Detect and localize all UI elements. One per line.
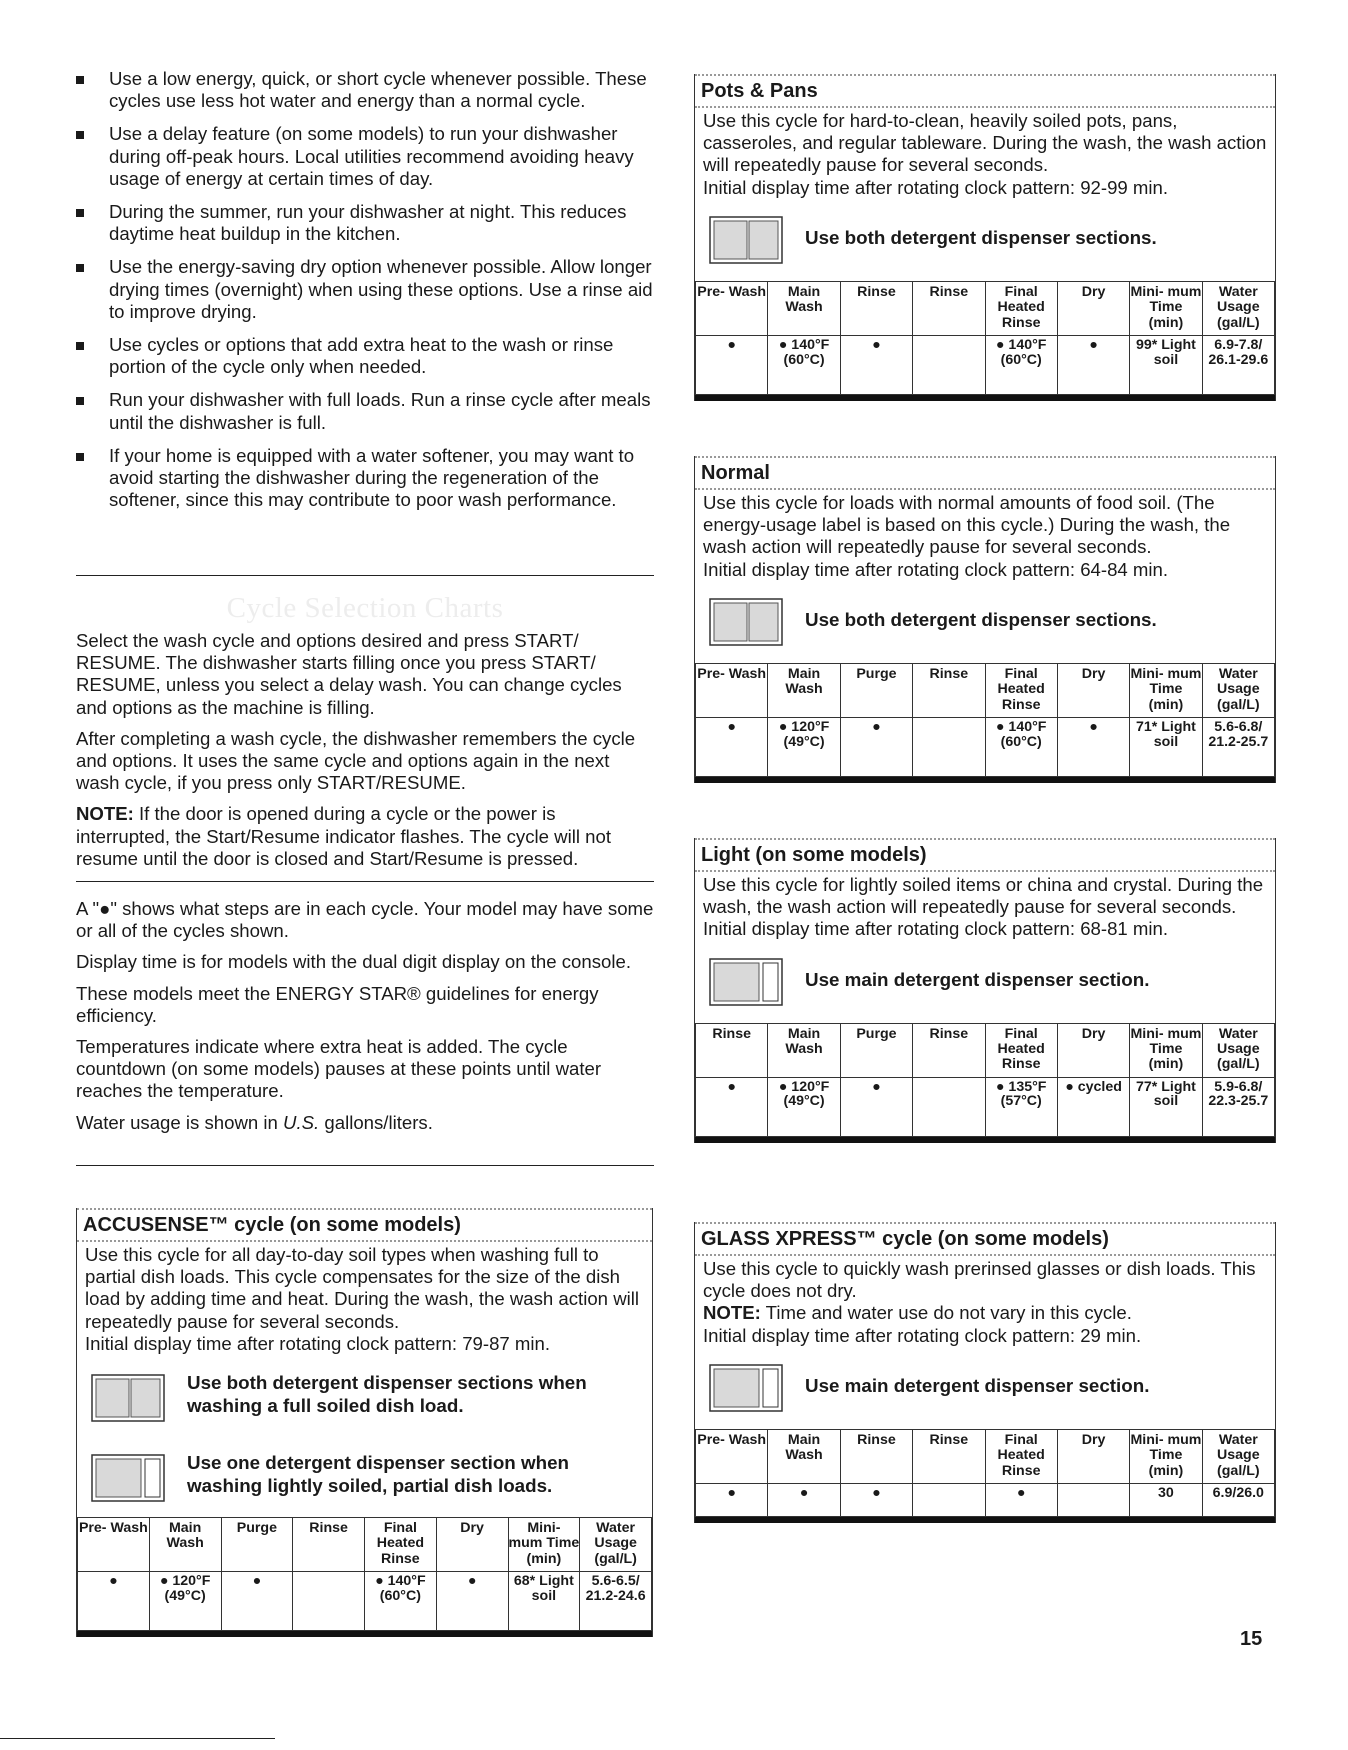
- glass-xpress-cycle-box: [694, 1222, 1276, 1523]
- accusense-cycle-table: Pre- Wash Main Wash Purge Rinse Final Heated Rinse Dry Mini- mum Time (min) Water Usage (gal/L) ● ● 120°F (49°C) ● ● 140°F (60°C) ● 68* Light soil 5.6-6.5/ 21.2-24.6: [77, 1517, 652, 1631]
- list-item: Use cycles or options that add extra heat to the wash or rinse portion of the cycle only when needed.: [76, 334, 654, 378]
- bullet-icon: [76, 76, 84, 84]
- table-row: ● ● 120°F (49°C) ● ● 140°F (60°C) ● 68* Light soil 5.6-6.5/ 21.2-24.6: [78, 1572, 652, 1631]
- table-row: ● ● 120°F (49°C) ● ● 140°F (60°C) ● 71* Light soil 5.6-6.8/ 21.2-25.7: [696, 718, 1275, 777]
- pots-pans-cycle-table: Pre- Wash Main Wash Rinse Rinse Final Heated Rinse Dry Mini- mum Time (min) Water Usage (gal/L) ● ● 140°F (60°C) ● ● 140°F (60°C) ● 99* Light soil 6.9-7.8/ 26.1-29.6: [695, 281, 1275, 395]
- bullet-icon: [76, 453, 84, 461]
- dispenser-main-icon: [91, 1454, 165, 1502]
- detergent-instruction: Use both detergent dispenser sections when washing a full soiled dish load.: [77, 1365, 652, 1431]
- energy-tips-list: [76, 68, 654, 522]
- dispenser-main-icon: [709, 1364, 783, 1412]
- bullet-icon: [76, 397, 84, 405]
- detergent-instruction: Use main detergent dispenser section.: [695, 949, 1275, 1015]
- cycle-title: Pots & Pans: [695, 74, 1275, 108]
- table-bottom-bar: [77, 1631, 652, 1637]
- detergent-instruction: Use both detergent dispenser sections.: [695, 207, 1275, 273]
- dispenser-both-icon: [709, 216, 783, 264]
- list-item: Use a low energy, quick, or short cycle whenever possible. These cycles use less hot water and energy than a normal cycle.: [76, 68, 654, 112]
- dispenser-both-icon: [709, 598, 783, 646]
- table-bottom-bar: [695, 395, 1275, 401]
- list-item: Run your dishwasher with full loads. Run a rinse cycle after meals until the dishwasher is full.: [76, 389, 654, 433]
- list-item: During the summer, run your dishwasher at night. This reduces daytime heat buildup in the kitchen.: [76, 201, 654, 245]
- page-number: 15: [1240, 1628, 1263, 1650]
- dispenser-both-icon: [91, 1374, 165, 1422]
- table-bottom-bar: [695, 777, 1275, 783]
- table-row: ● ● ● ● 30 6.9/26.0: [696, 1484, 1275, 1517]
- cycle-title: ACCUSENSE™ cycle (on some models): [77, 1208, 652, 1242]
- accusense-cycle-box: [76, 1208, 653, 1637]
- detergent-instruction: Use one detergent dispenser section when washing lightly soiled, partial dish loads.: [77, 1445, 652, 1511]
- cycle-description: Use this cycle for loads with normal amounts of food soil. (The energy-usage label is based on this cycle.) During the wash, the wash action will repeatedly pause for several seconds. Initial display time after rotating clock pattern: 64-84 min.: [703, 492, 1231, 580]
- detergent-instruction: Use both detergent dispenser sections.: [695, 589, 1275, 655]
- list-item: Use the energy-saving dry option whenever possible. Allow longer drying times (overnight) when using these options. Use a rinse aid to improve drying.: [76, 256, 654, 323]
- note: NOTE: Time and water use do not vary in this cycle.: [703, 1302, 1132, 1324]
- cycle-description: Use this cycle for hard-to-clean, heavily soiled pots, pans, casseroles, and regular tableware. During the wash, the wash action will repeatedly pause for several seconds. Initial display time after rotating clock pattern: 92-99 min.: [703, 110, 1267, 198]
- cycle-description: Use this cycle to quickly wash prerinsed glasses or dish loads. This cycle does not dry. NOTE: Time and water use do not vary in this cycle. Initial display time after rotating clock pattern: 29 min.: [695, 1256, 1275, 1347]
- dispenser-main-icon: [709, 958, 783, 1006]
- divider: [76, 881, 654, 882]
- section-title: Cycle Selection Charts: [226, 592, 504, 624]
- cycle-title: GLASS XPRESS™ cycle (on some models): [695, 1222, 1275, 1256]
- glass-xpress-cycle-table: Pre- Wash Main Wash Rinse Rinse Final Heated Rinse Dry Mini- mum Time (min) Water Usage (gal/L) ● ● ● ● 30 6.9/26.0: [695, 1429, 1275, 1517]
- divider: [76, 1165, 654, 1166]
- list-item: Use a delay feature (on some models) to run your dishwasher during off-peak hours. Local utilities recommend avoiding heavy usage of energy at certain times of day.: [76, 123, 654, 190]
- pots-pans-cycle-box: [694, 74, 1276, 401]
- detergent-instruction: Use main detergent dispenser section.: [695, 1355, 1275, 1421]
- cycle-description: Use this cycle for all day-to-day soil types when washing full to partial dish loads. This cycle compensates for the size of the dish load by adding time and heat. During the wash, the wash action will repeatedly pause for several seconds. Initial display time after rotating clock pattern: 79-87 min.: [85, 1244, 640, 1354]
- intro-text: Select the wash cycle and options desired and press START/ RESUME. The dishwasher starts filling once you press START/ RESUME, unless you select a delay wash. You can change cycles and options as the machine is filling. After completing a wash cycle, the dishwasher remembers the cycle and options. It uses the same cycle and options again in the next wash cycle, if you press only START/RESUME. NOTE: If the door is opened during a cycle or the power is interrupted, the Start/Resume indicator flashes. The cycle will not resume until the door is closed and Start/Resume is pressed.: [76, 630, 654, 879]
- note: NOTE: If the door is opened during a cycle or the power is interrupted, the Start/Resume indicator flashes. The cycle will not resume until the door is closed and Start/Resume is pressed.: [76, 803, 611, 869]
- table-row: ● ● 140°F (60°C) ● ● 140°F (60°C) ● 99* Light soil 6.9-7.8/ 26.1-29.6: [696, 336, 1275, 395]
- table-bottom-bar: [695, 1137, 1275, 1143]
- legend-text: A "●" shows what steps are in each cycle. Your model may have some or all of the cycles shown. Display time is for models with the dual digit display on the console. These models meet the ENERGY STAR® guidelines for energy efficiency. Temperatures indicate where extra heat is added. The cycle countdown (on some models) pauses at these points until water reaches the temperature. Water usage is shown in U.S. gallons/liters.: [76, 898, 654, 1133]
- normal-cycle-table: Pre- Wash Main Wash Purge Rinse Final Heated Rinse Dry Mini- mum Time (min) Water Usage (gal/L) ● ● 120°F (49°C) ● ● 140°F (60°C) ● 71* Light soil 5.6-6.8/ 21.2-25.7: [695, 663, 1275, 777]
- table-bottom-bar: [695, 1517, 1275, 1523]
- light-cycle-box: [694, 838, 1276, 1143]
- cycle-description: Use this cycle for lightly soiled items or china and crystal. During the wash, the wash action will repeatedly pause for several seconds. Initial display time after rotating clock pattern: 68-81 min.: [703, 874, 1264, 940]
- bullet-icon: [76, 209, 84, 217]
- cycle-title: Normal: [695, 456, 1275, 490]
- normal-cycle-box: [694, 456, 1276, 783]
- list-item: If your home is equipped with a water softener, you may want to avoid starting the dishwasher during the regeneration of the softener, since this may contribute to poor wash performance.: [76, 445, 654, 512]
- light-cycle-table: Rinse Main Wash Purge Rinse Final Heated Rinse Dry Mini- mum Time (min) Water Usage (gal/L) ● ● 120°F (49°C) ● ● 135°F (57°C) ● cycled 77* Light soil 5.9-6.8/ 22.3-25.7: [695, 1023, 1275, 1137]
- table-row: ● ● 120°F (49°C) ● ● 135°F (57°C) ● cycled 77* Light soil 5.9-6.8/ 22.3-25.7: [696, 1077, 1275, 1136]
- footer-rule: [0, 1738, 275, 1739]
- cycle-title: Light (on some models): [695, 838, 1275, 872]
- divider: [76, 575, 654, 576]
- bullet-icon: [76, 342, 84, 350]
- bullet-icon: [76, 131, 84, 139]
- bullet-icon: [76, 264, 84, 272]
